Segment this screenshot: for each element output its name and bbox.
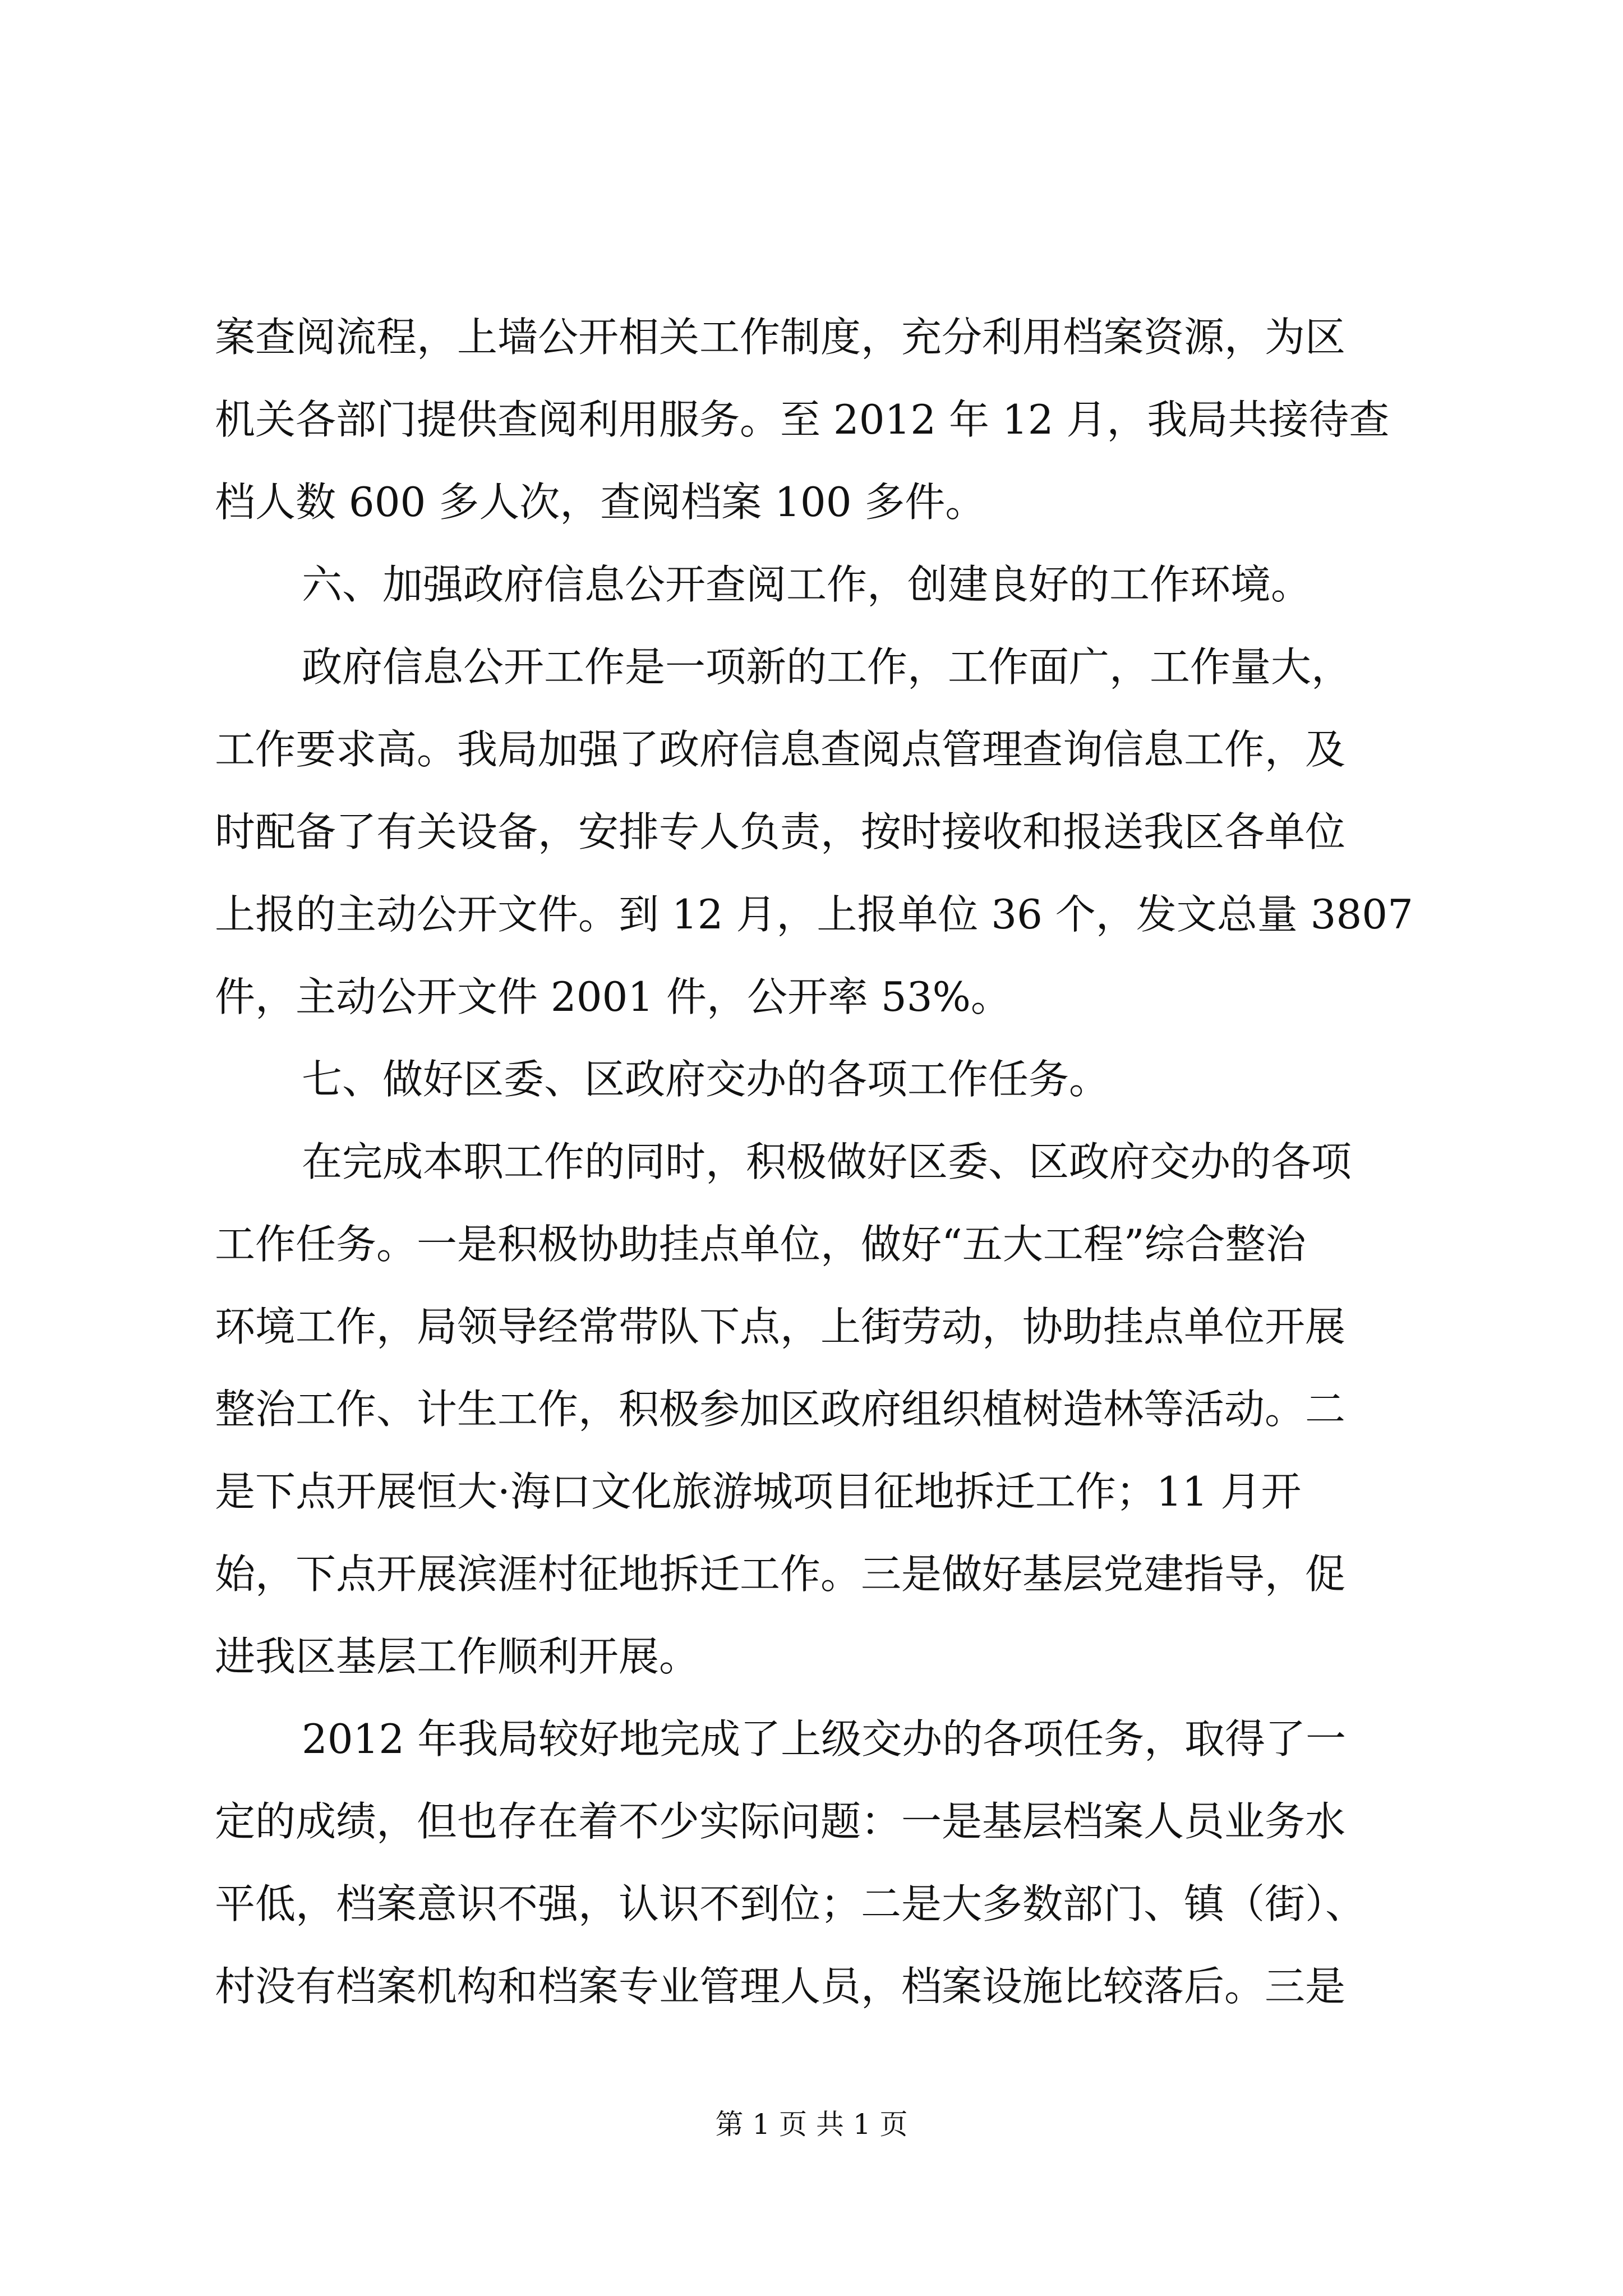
body-line: 机关各部门提供查阅利用服务。至 2012 年 12 月，我局共接待查 (215, 396, 1390, 443)
body-line: 整治工作、计生工作，积极参加区政府组织植树造林等活动。二 (215, 1386, 1346, 1433)
body-line: 时配备了有关设备，安排专人负责，按时接收和报送我区各单位 (215, 808, 1346, 855)
body-line: 案查阅流程，上墙公开相关工作制度，充分利用档案资源，为区 (215, 314, 1346, 361)
page-footer: 第 1 页 共 1 页 (715, 2108, 908, 2141)
body-line: 平低，档案意识不强，认识不到位；二是大多数部门、镇（街）、 (215, 1880, 1366, 1927)
body-line: 进我区基层工作顺利开展。 (215, 1633, 700, 1680)
body-line: 工作要求高。我局加强了政府信息查阅点管理查询信息工作，及 (215, 726, 1346, 773)
body-line: 在完成本职工作的同时，积极做好区委、区政府交办的各项 (302, 1138, 1352, 1185)
body-line: 政府信息公开工作是一项新的工作，工作面广，工作量大， (302, 643, 1352, 691)
body-line: 环境工作，局领导经常带队下点，上街劳动，协助挂点单位开展 (215, 1303, 1346, 1350)
body-line: 档人数 600 多人次，查阅档案 100 多件。 (215, 478, 986, 526)
body-line: 2012 年我局较好地完成了上级交办的各项任务，取得了一 (302, 1715, 1347, 1763)
section-heading: 七、做好区委、区政府交办的各项工作任务。 (302, 1056, 1110, 1103)
body-line: 工作任务。一是积极协助挂点单位，做好“五大工程”综合整治 (215, 1221, 1306, 1268)
section-heading: 六、加强政府信息公开查阅工作，创建良好的工作环境。 (302, 561, 1312, 608)
body-line: 上报的主动公开文件。到 12 月，上报单位 36 个，发文总量 3807 (215, 891, 1413, 938)
body-line: 始，下点开展滨涯村征地拆迁工作。三是做好基层党建指导，促 (215, 1550, 1346, 1598)
body-line: 件，主动公开文件 2001 件，公开率 53%。 (215, 973, 1011, 1020)
body-line: 定的成绩，但也存在着不少实际问题：一是基层档案人员业务水 (215, 1798, 1346, 1845)
body-line: 村没有档案机构和档案专业管理人员，档案设施比较落后。三是 (215, 1963, 1346, 2010)
body-line: 是下点开展恒大·海口文化旅游城项目征地拆迁工作；11 月开 (215, 1468, 1302, 1515)
